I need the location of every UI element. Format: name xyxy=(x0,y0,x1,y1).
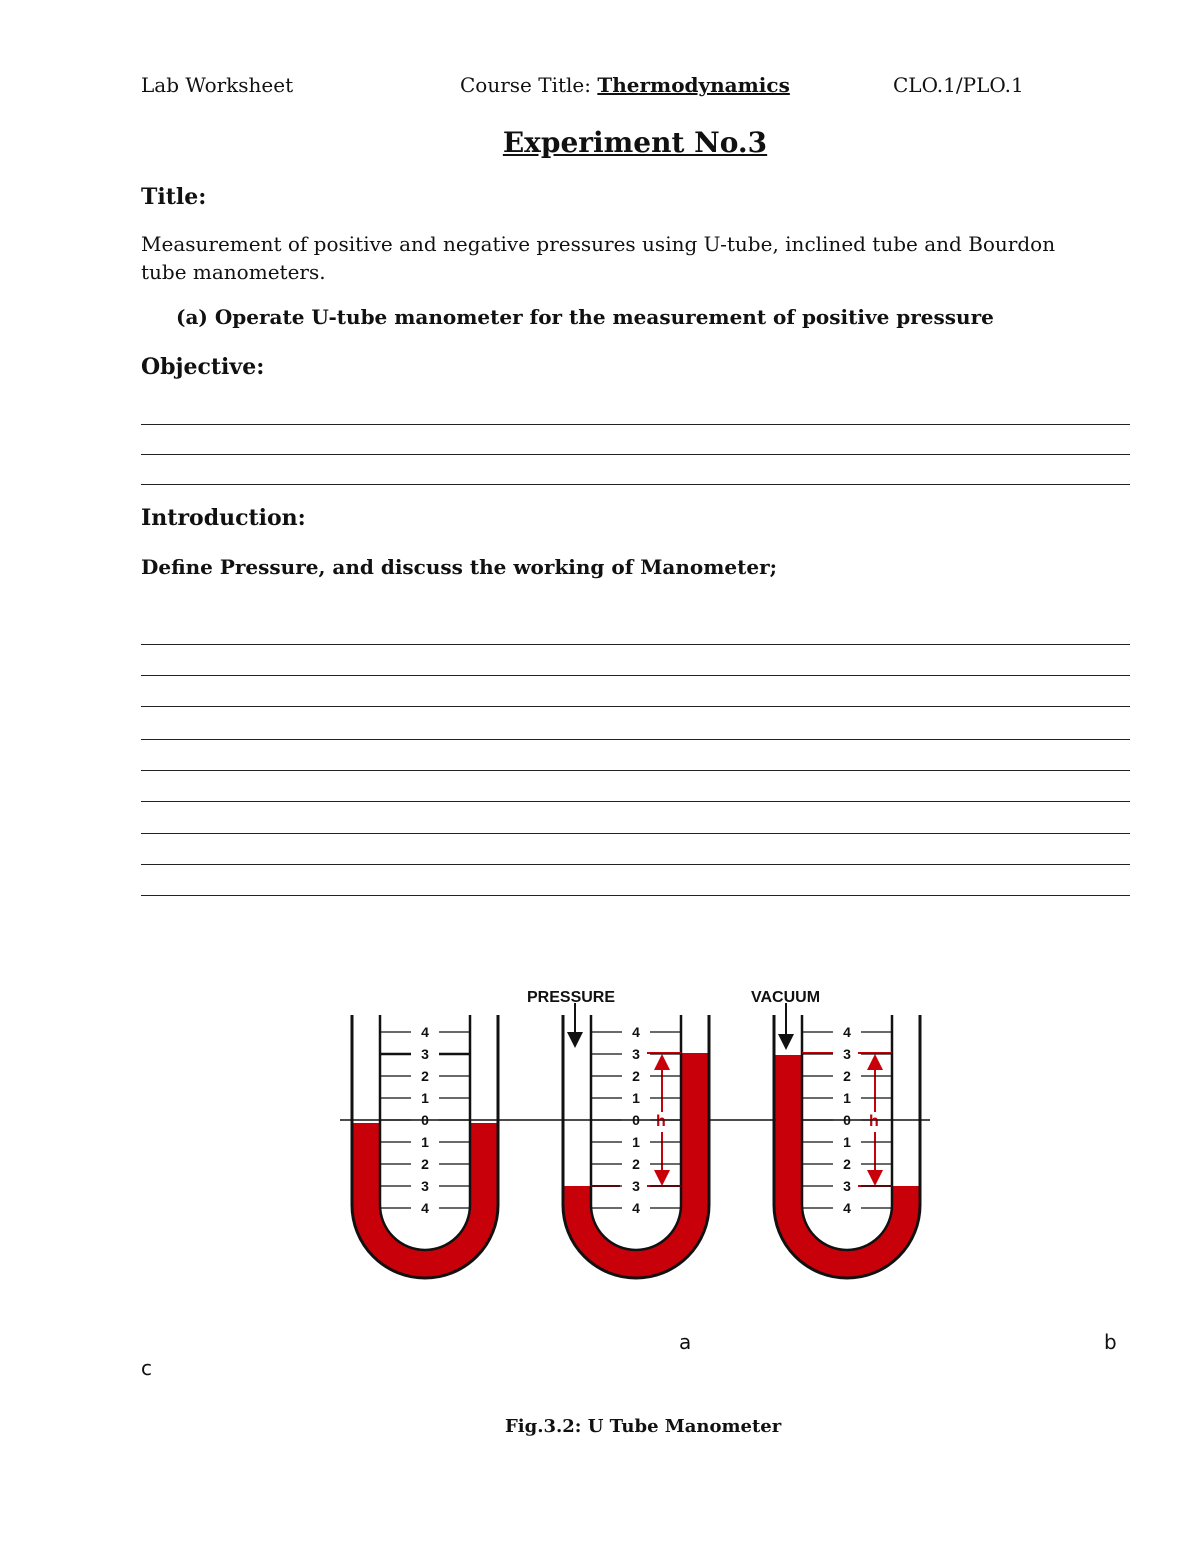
scale-mark-label: 4 xyxy=(632,1200,640,1216)
scale-mark-label: 4 xyxy=(421,1200,429,1216)
scale-mark-label: 1 xyxy=(421,1090,429,1106)
scale-mark-label: 2 xyxy=(421,1068,429,1084)
scale-mark-label: 2 xyxy=(843,1068,851,1084)
course-prefix: Course Title: xyxy=(460,73,598,97)
scale-mark-label: 4 xyxy=(843,1200,851,1216)
scale-mark-label: 3 xyxy=(843,1046,851,1062)
title-label: Title: xyxy=(141,184,207,210)
scale-mark-label: 1 xyxy=(421,1134,429,1150)
height-label-b: h xyxy=(656,1113,666,1130)
scale-mark-label: 4 xyxy=(632,1024,640,1040)
vacuum-label: VACUUM xyxy=(751,989,821,1006)
scale-mark-label: 1 xyxy=(843,1134,851,1150)
subheading-a: (a) Operate U-tube manometer for the measurement of positive pressure xyxy=(176,305,994,329)
scale-mark-label: 3 xyxy=(632,1046,640,1062)
scale-mark-label: 0 xyxy=(632,1112,640,1128)
scale-mark-label: 3 xyxy=(843,1178,851,1194)
scale-mark-label: 4 xyxy=(843,1024,851,1040)
course-title: Thermodynamics xyxy=(597,73,790,97)
sub-label-c: c xyxy=(141,1356,152,1380)
scale-mark-label: 2 xyxy=(421,1156,429,1172)
header-lab-worksheet: Lab Worksheet xyxy=(141,73,294,97)
introduction-prompt: Define Pressure, and discuss the working of Manometer; xyxy=(141,555,778,579)
objective-label: Objective: xyxy=(141,354,265,380)
scale-mark-label: 1 xyxy=(632,1134,640,1150)
scale-mark-label: 3 xyxy=(421,1046,429,1062)
scale-mark-label: 4 xyxy=(421,1024,429,1040)
scale-mark-label: 2 xyxy=(843,1156,851,1172)
scale-mark-label: 3 xyxy=(632,1178,640,1194)
scale-mark-label: 3 xyxy=(421,1178,429,1194)
scale-mark-label: 2 xyxy=(632,1156,640,1172)
title-text: Measurement of positive and negative pressures using U-tube, inclined tube and Bourdon tube manometers. xyxy=(141,232,1056,284)
scale-mark-label: 1 xyxy=(632,1090,640,1106)
height-label-c: h xyxy=(869,1113,879,1130)
introduction-label: Introduction: xyxy=(141,505,306,531)
sub-label-b: b xyxy=(1104,1330,1117,1354)
experiment-title: Experiment No.3 xyxy=(502,126,768,159)
scale-mark-label: 2 xyxy=(632,1068,640,1084)
scale-mark-label: 0 xyxy=(421,1112,429,1128)
figure-caption: Fig.3.2: U Tube Manometer xyxy=(505,1416,782,1437)
scale-mark-label: 1 xyxy=(843,1090,851,1106)
sub-label-a: a xyxy=(679,1330,692,1354)
pressure-label: PRESSURE xyxy=(527,989,616,1006)
scale-mark-label: 0 xyxy=(843,1112,851,1128)
header-clo-plo: CLO.1/PLO.1 xyxy=(893,73,1024,97)
